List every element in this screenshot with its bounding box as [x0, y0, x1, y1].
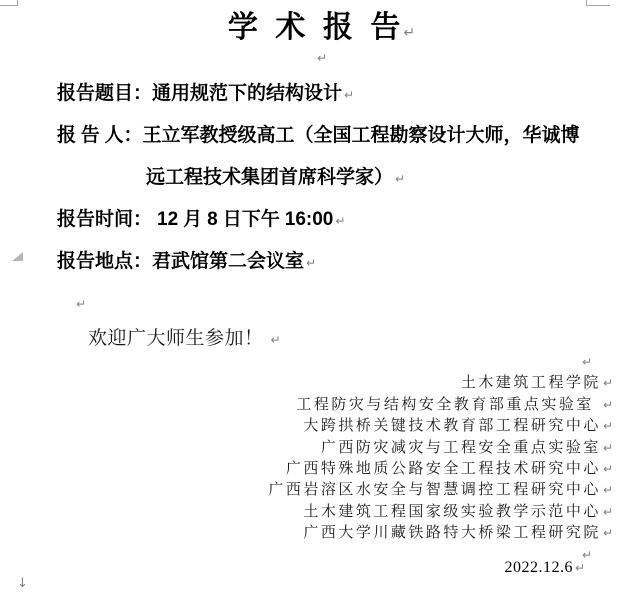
report-time-line — [57, 209, 345, 232]
speaker-value-line2: 远工程技术集团首席科学家） — [146, 167, 394, 188]
organization-name: 土木建筑工程学院 — [460, 375, 601, 392]
organization-line — [268, 502, 613, 523]
outline-collapse-triangle-icon[interactable] — [12, 252, 23, 261]
organization-line — [268, 459, 613, 480]
organization-name: 广西特殊地质公路安全工程技术研究中心 — [285, 461, 601, 478]
paragraph-mark-icon: ↵ — [581, 355, 592, 369]
report-topic-line — [57, 83, 354, 106]
organization-name: 广西岩溶区水安全与智慧调控工程研究中心 — [268, 482, 601, 499]
paragraph-mark-icon: ↵ — [602, 462, 613, 477]
speaker-value-line1: 王立军教授级高工（全国工程勘察设计大师，华诚博 — [142, 125, 580, 146]
topic-label: 报告题目： — [57, 83, 153, 104]
time-label: 报告时间： — [57, 209, 153, 230]
time-month-number: 12 — [157, 209, 179, 230]
organization-line — [268, 416, 613, 437]
signature-date: 2022.12.6 — [504, 559, 573, 576]
speaker-label: 报 告 人： — [57, 125, 143, 146]
signature-organizations — [268, 352, 613, 566]
location-value: 君武馆第二会议室 — [152, 251, 305, 272]
paragraph-mark-icon: ↵ — [344, 88, 355, 102]
organization-line — [268, 438, 613, 459]
organization-name: 土木建筑工程国家级实验教学示范中心 — [303, 503, 601, 520]
line-break-mark-icon: ↓ — [17, 576, 28, 591]
organization-name: 广西防灾减灾与工程安全重点实验室 — [320, 439, 601, 456]
organization-name: 大跨拱桥关键技术教育部工程研究中心 — [303, 418, 601, 435]
paragraph-mark-icon: ↵ — [602, 483, 613, 498]
welcome-line — [88, 323, 281, 350]
signature-date-line — [504, 559, 585, 577]
report-speaker-line-2 — [146, 167, 405, 190]
organization-name: 工程防灾与结构安全教育部重点实验室 — [296, 396, 594, 413]
paragraph-mark-icon: ↵ — [317, 51, 328, 65]
paragraph-mark-icon: ↵ — [602, 440, 613, 455]
paragraph-mark-icon: ↵ — [403, 25, 416, 41]
title-text: 学 术 报 告 — [227, 11, 402, 44]
report-location-line — [57, 251, 316, 274]
paragraph-mark-icon: ↵ — [602, 419, 613, 434]
location-label: 报告地点： — [57, 251, 153, 272]
time-day-number: 8 — [207, 209, 218, 230]
paragraph-mark-icon: ↵ — [602, 504, 613, 519]
paragraph-mark-icon: ↵ — [574, 561, 585, 575]
paragraph-mark-icon: ↵ — [335, 214, 346, 228]
paragraph-mark-icon: ↵ — [602, 376, 613, 391]
time-day-suffix: 日下午 — [222, 209, 280, 230]
welcome-text: 欢迎广大师生参加！ — [88, 328, 264, 349]
paragraph-mark-icon: ↵ — [76, 297, 87, 311]
paragraph-mark-icon: ↵ — [270, 333, 281, 347]
paragraph-mark-icon: ↵ — [581, 547, 592, 562]
paragraph-mark-icon: ↵ — [602, 526, 613, 541]
paragraph-mark-icon: ↵ — [306, 256, 317, 270]
page-title — [0, 2, 643, 46]
organization-line — [268, 480, 613, 501]
paragraph-mark-icon: ↵ — [602, 397, 613, 412]
organization-name: 广西大学川藏铁路特大桥梁工程研究院 — [303, 525, 601, 542]
organization-line — [268, 373, 613, 394]
topic-value: 通用规范下的结构设计 — [152, 83, 343, 104]
organization-line — [268, 395, 613, 416]
organization-line — [268, 523, 613, 544]
time-clock: 16:00 — [284, 209, 334, 230]
paragraph-mark-icon: ↵ — [395, 172, 406, 186]
time-month-unit: 月 — [183, 209, 203, 230]
report-speaker-line-1 — [57, 125, 580, 147]
